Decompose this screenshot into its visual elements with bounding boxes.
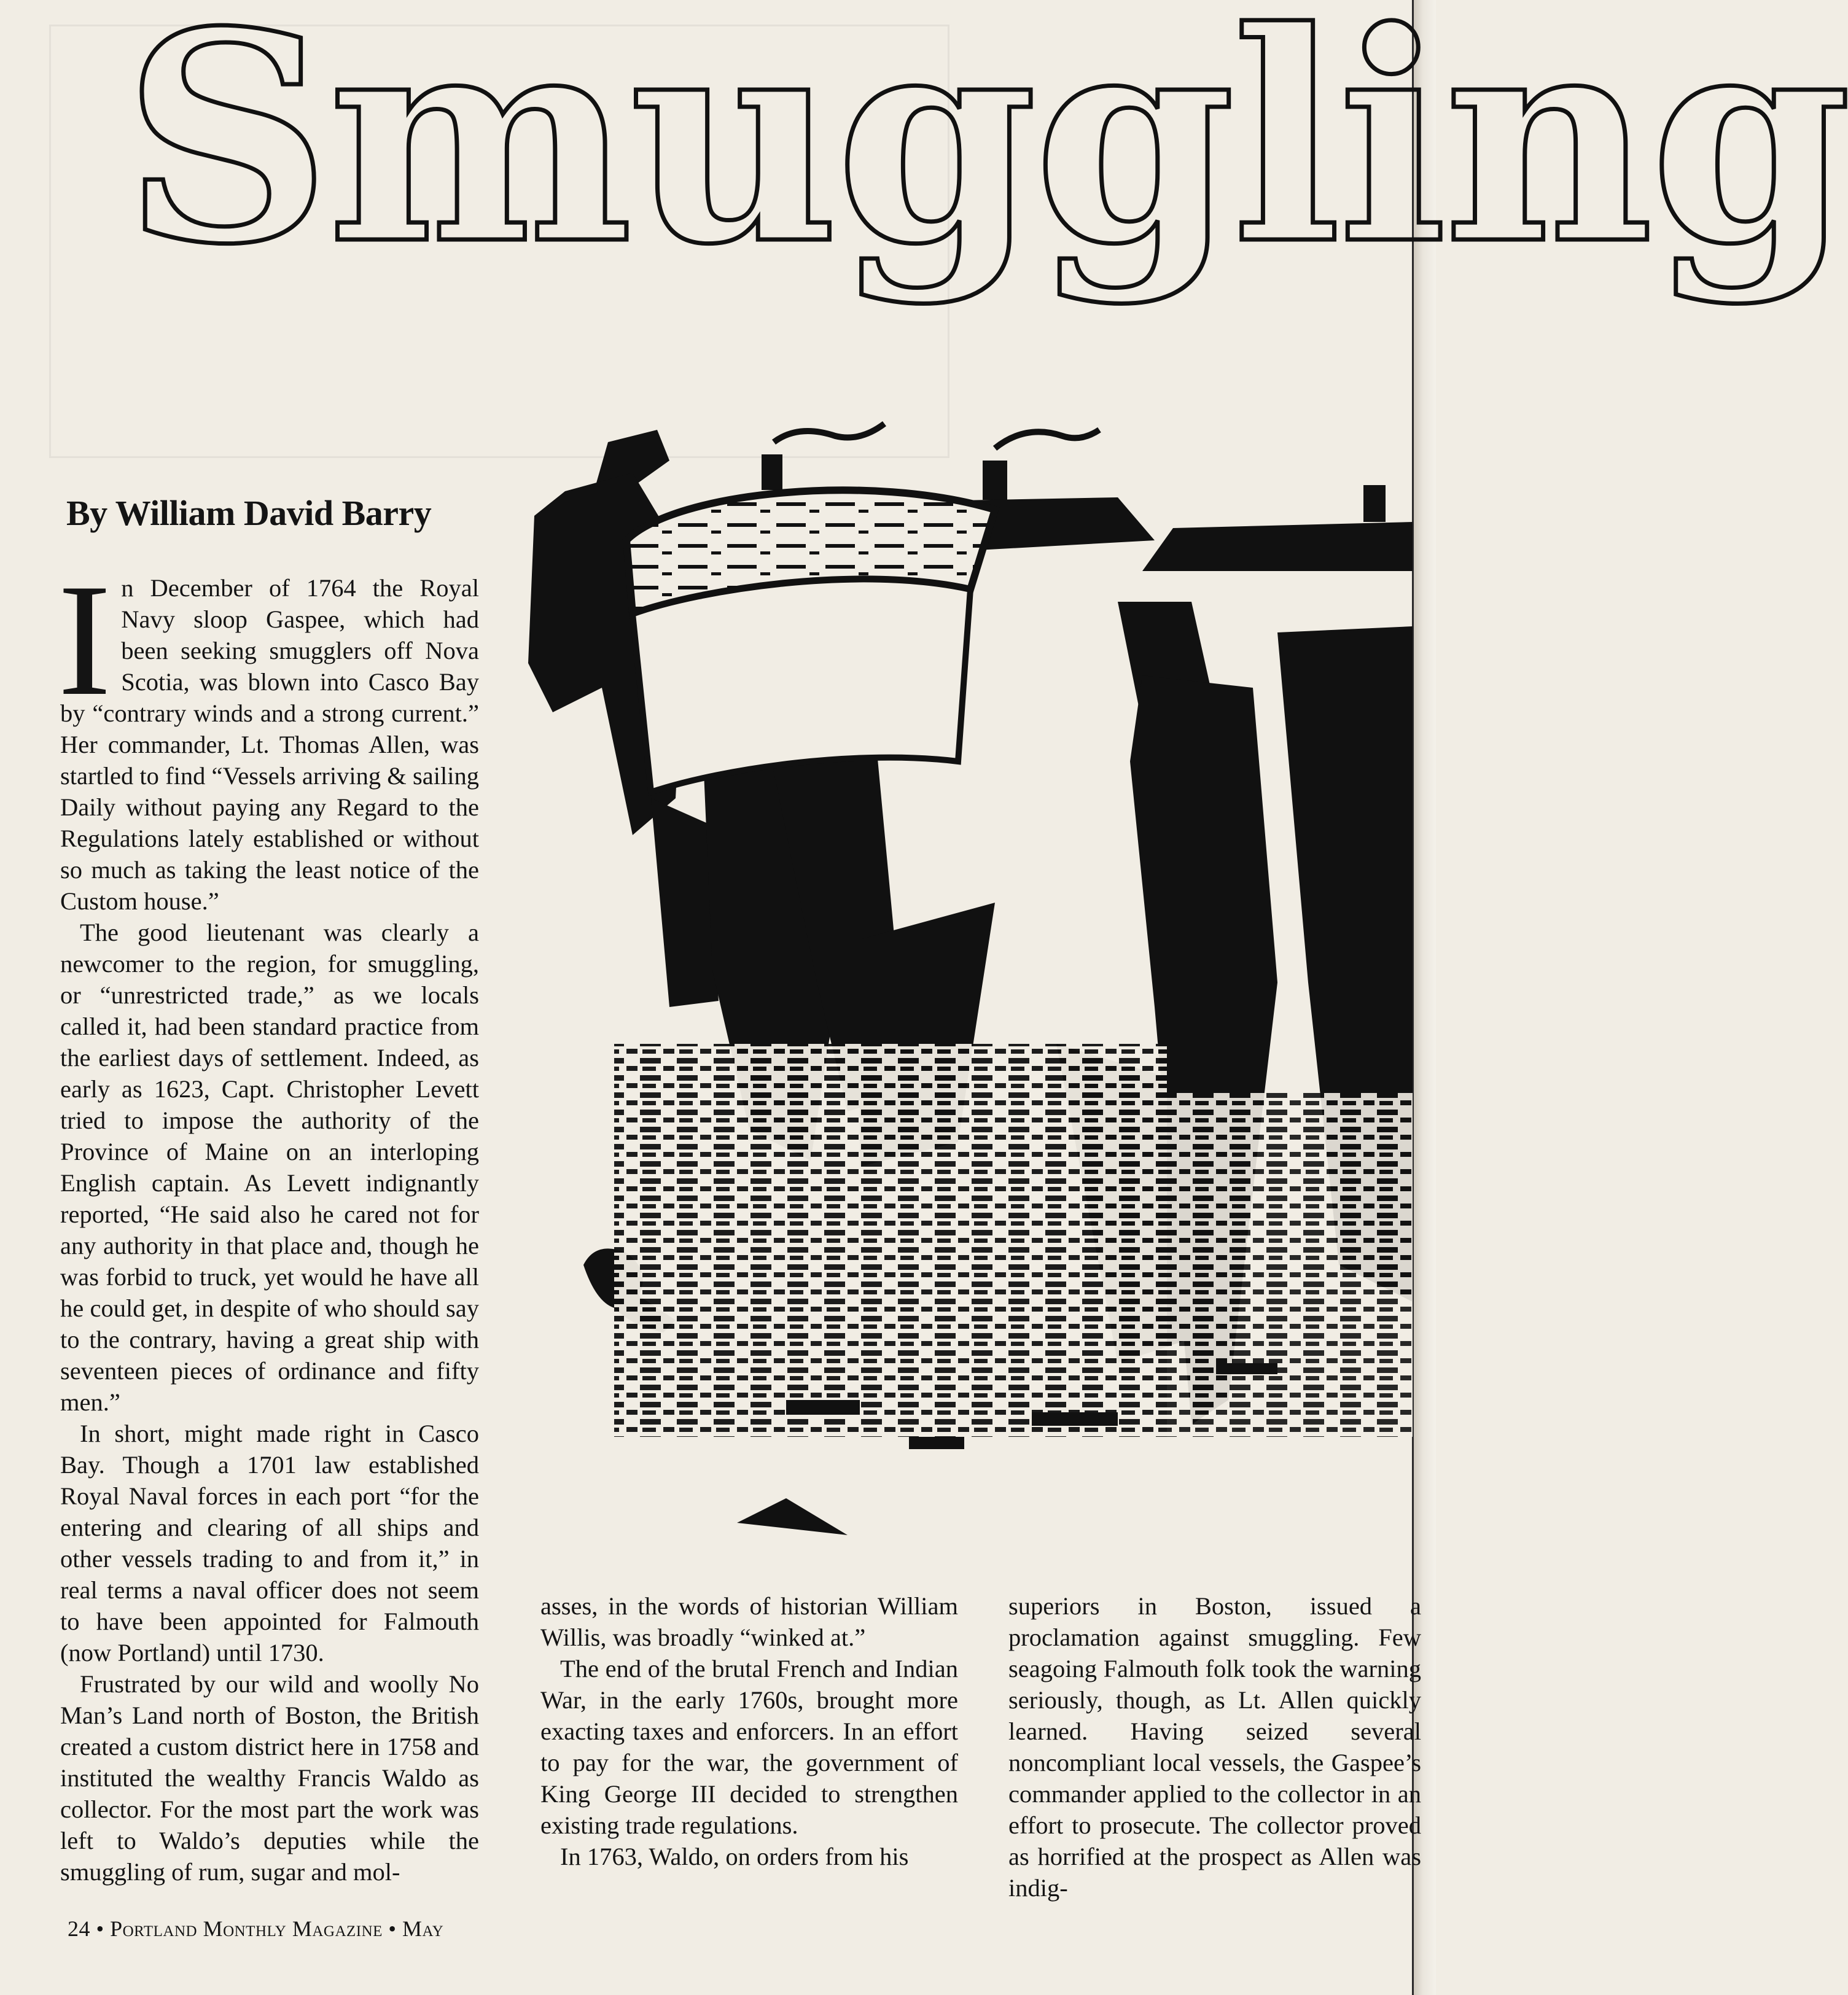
headline-area	[0, 0, 1848, 344]
paragraph: The end of the brutal French and Indian War, in the early 1760s, brought more exacting taxes and enforcers. In an effort to pay for the war, the government of King George III decided to strengthen existing trade regulations.	[540, 1655, 958, 1839]
article-column-2	[540, 1590, 958, 1872]
cobblestones	[614, 1044, 1167, 1437]
chimney-3	[1363, 485, 1386, 522]
paragraph: Frustrated by our wild and woolly No Man’s Land north of Boston, the British created a custom district here in 1758 and instituted the wealthy Francis Waldo as collector. For the most part the work was left to Waldo’s deputies while the smuggling of rum, sugar and mol-	[60, 1670, 479, 1886]
paragraph: The good lieutenant was clearly a newcomer to the region, for smuggling, or “unrestricted trade,” as we locals called it, had been standard practice from the earliest days of settlement. Indeed, as early as 1623, Capt. Christopher Levett tried to impose the authority of the Province of Maine on an interloping English captain. As Levett indignantly reported, “He said also he cared not for any authority in that place and, though he was forbid to truck, yet would he have all he could get, in despite of who should say to the contrary, having a great ship with seventeen pieces of ordinance and fifty men.”	[60, 919, 479, 1416]
roof-right	[1142, 522, 1413, 571]
paragraph: In 1763, Waldo, on orders from his	[560, 1843, 909, 1870]
drop-cap: I	[58, 551, 112, 729]
paragraph: In short, might made right in Casco Bay. Though a 1701 law established Royal Naval forces in each port “for the entering and clearing of all ships and other vessels trading to and from it,” in real terms a naval officer does not seem to have been appointed for Falmouth (now Portland) until 1730.	[60, 1420, 479, 1666]
paragraph: In December of 1764 the Royal Navy sloop Gaspee, which had been seeking smugglers off Nova Scotia, was blown into Casco Bay by “contrary winds and a strong current.” Her commander, Lt. Thomas Allen, was startled to find “Vessels arriving & sailing Daily without paying any Regard to the Regulations lately established or without so much as taking the least notice of the Custom house.”	[58, 551, 479, 915]
byline: By William David Barry	[66, 493, 432, 533]
headline: Smuggling	[123, 0, 1848, 308]
paragraph: superiors in Boston, issued a proclamation against smuggling. Few seagoing Falmouth folk took the warning seriously, though, as Lt. Allen quickly learned. Having seized several noncompliant local vessels, the Gaspee’s commander applied to the collector in an effort to prosecute. The collector proved as horrified at the prospect as Allen was indig-	[1008, 1592, 1421, 1902]
woodcut-illustration	[528, 368, 1414, 1547]
article-column-1	[58, 551, 479, 1888]
chimney-2	[983, 461, 1007, 500]
page-footer: 24 • Portland Monthly Magazine • May	[68, 1916, 444, 1941]
article-column-3	[1008, 1590, 1421, 1904]
chimney-1	[762, 454, 782, 490]
paragraph: asses, in the words of historian William Willis, was broadly “winked at.”	[540, 1592, 958, 1651]
